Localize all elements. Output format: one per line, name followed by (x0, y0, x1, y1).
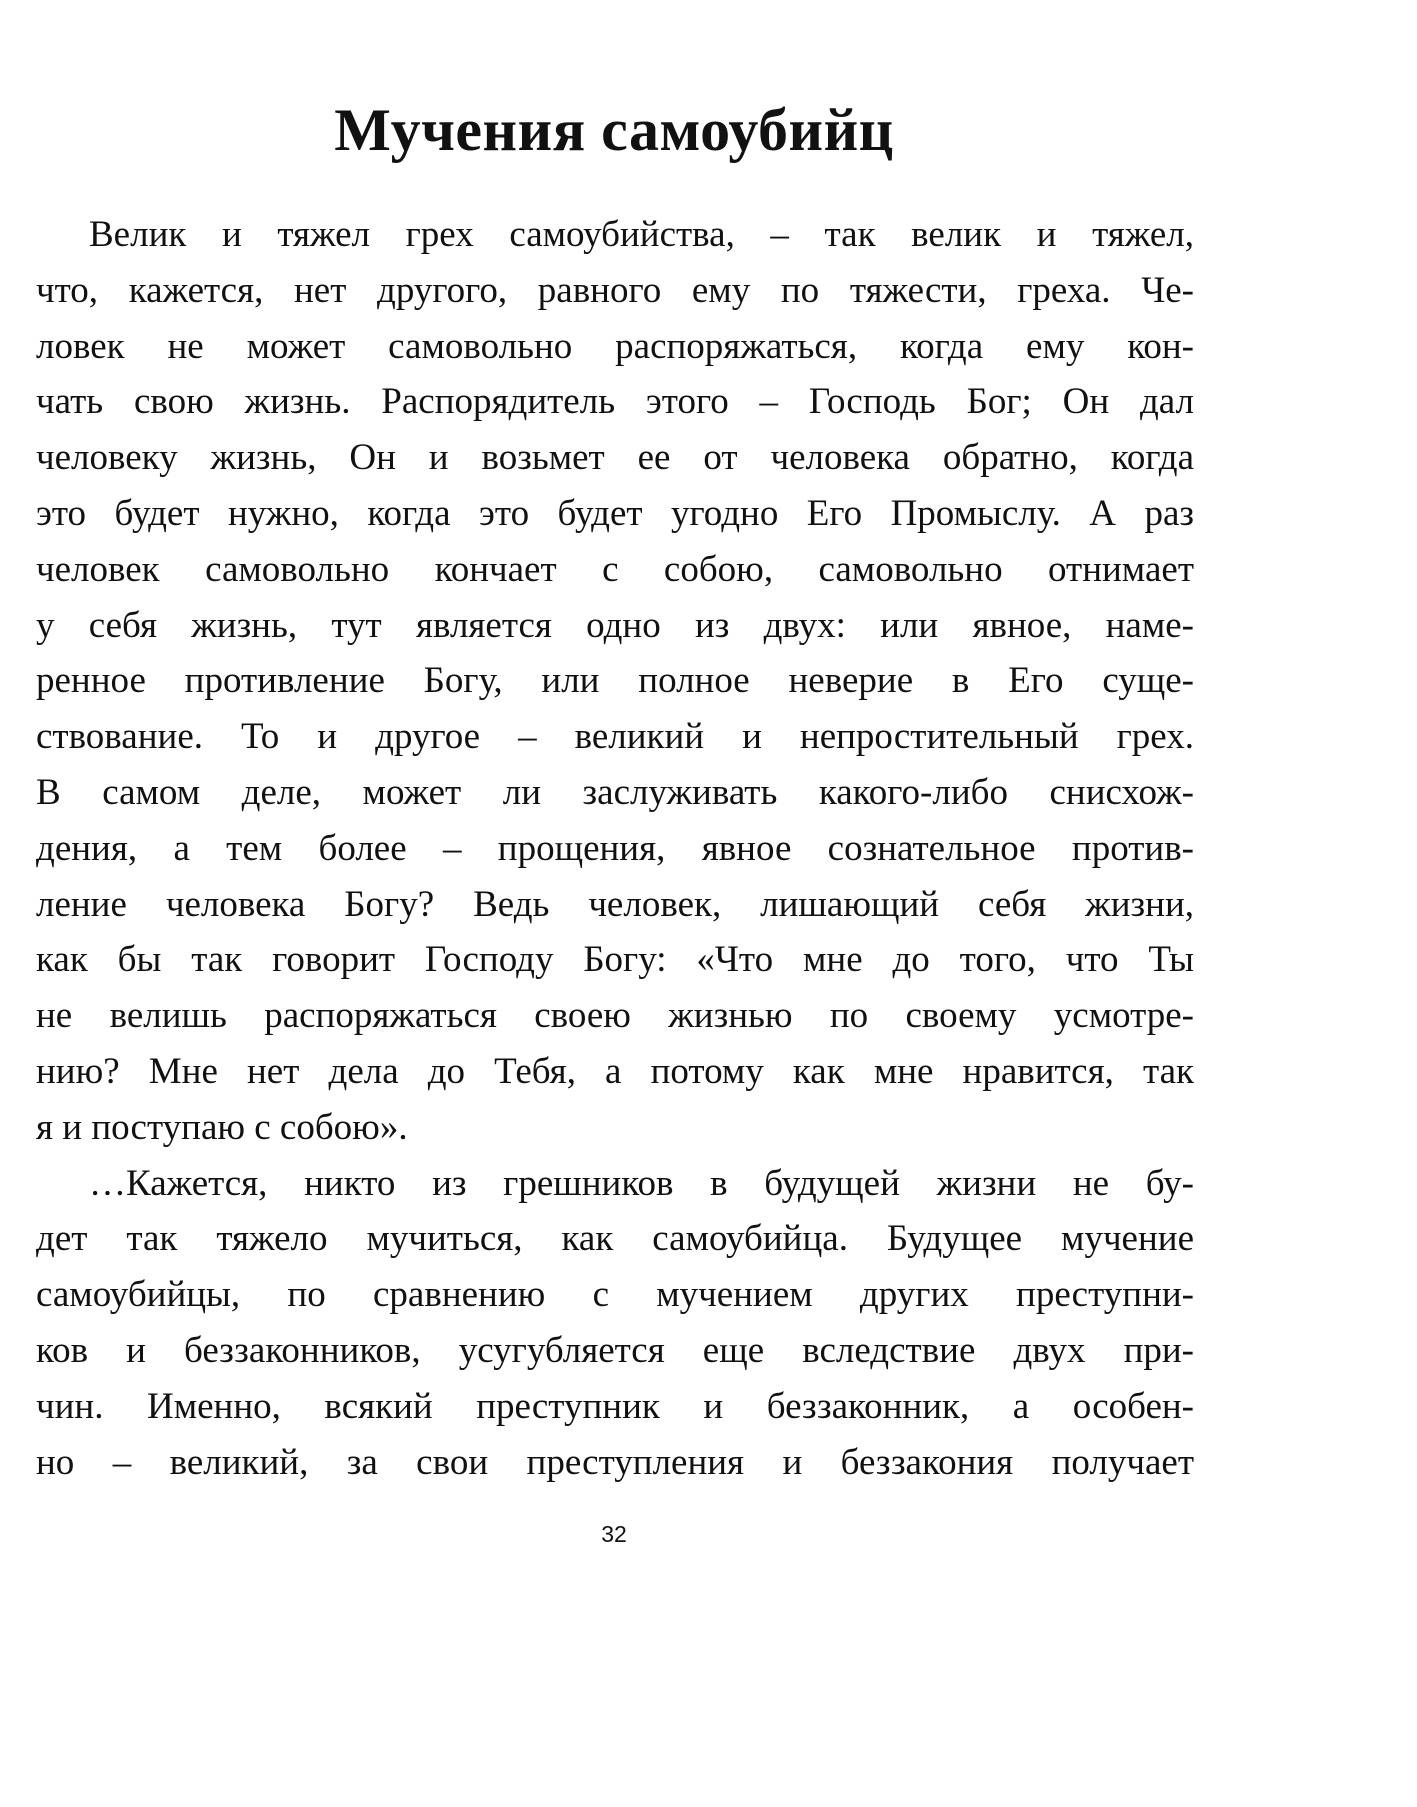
text-line: это будет нужно, когда это будет угодно Его Промыслу. А раз (36, 492, 1194, 534)
text-line: Велик и тяжел грех самоубийства, – так велик и тяжел, (89, 214, 1194, 255)
text-line: чин. Именно, всякий преступник и беззаконник, а особен- (36, 1385, 1194, 1427)
text-line: ление человека Богу? Ведь человек, лишающий себя жизни, (36, 883, 1194, 925)
text-line: дет так тяжело мучиться, как самоубийца. Будущее мучение (36, 1218, 1194, 1260)
body-text (36, 207, 1194, 1546)
text-line: ловек не может самовольно распоряжаться, когда ему кон- (36, 325, 1194, 367)
text-line: человек самовольно кончает с собою, самовольно отнимает (36, 548, 1194, 590)
text-line: самоубийцы, по сравнению с мучением других преступни- (36, 1274, 1194, 1316)
text-line: дения, а тем более – прощения, явное сознательное против- (36, 827, 1194, 869)
paragraph-1 (36, 207, 1194, 1156)
page-title: Мучения самоубийц (334, 97, 894, 163)
text-line: ков и беззаконников, усугубляется еще вследствие двух при- (36, 1329, 1194, 1371)
text-line: ренное противление Богу, или полное неверие в Его суще- (36, 660, 1194, 702)
paragraph-2 (36, 1156, 1194, 1547)
text-line: ствование. То и другое – великий и непростительный грех. (36, 716, 1194, 758)
text-line: что, кажется, нет другого, равного ему по тяжести, греха. Че- (36, 269, 1194, 311)
page-number: 32 (601, 1521, 627, 1547)
text-line: чать свою жизнь. Распорядитель этого – Господь Бог; Он дал (36, 381, 1194, 423)
text-line: не велишь распоряжаться своею жизнью по своему усмотре- (36, 995, 1194, 1037)
text-line: нию? Мне нет дела до Тебя, а потому как мне нравится, так (36, 1050, 1194, 1092)
text-line: человеку жизнь, Он и возьмет ее от человека обратно, когда (36, 437, 1194, 479)
text-line: как бы так говорит Господу Богу: «Что мне до того, что Ты (36, 939, 1194, 981)
text-line: В самом деле, может ли заслуживать какого-либо снисхож- (36, 771, 1194, 813)
text-line: …Кажется, никто из грешников в будущей жизни не бу- (89, 1162, 1194, 1204)
text-line: я и поступаю с собою». (36, 1106, 408, 1148)
text-line: у себя жизнь, тут является одно из двух: или явное, наме- (36, 604, 1194, 646)
text-line: но – великий, за свои преступления и беззакония получает (36, 1441, 1194, 1483)
